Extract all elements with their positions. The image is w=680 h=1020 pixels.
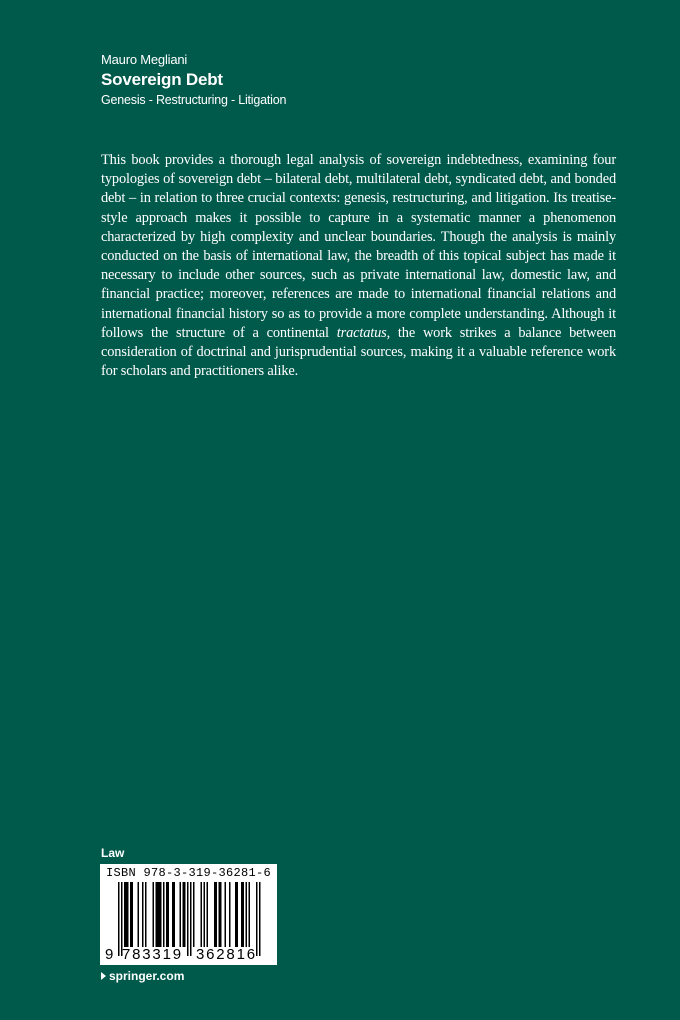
barcode-bar <box>246 882 248 947</box>
barcode-bar <box>241 882 244 947</box>
barcode-bar <box>207 882 209 947</box>
arrow-right-icon <box>101 972 106 980</box>
barcode-bar <box>214 882 217 947</box>
barcode-bar <box>204 882 206 947</box>
cover-header <box>101 52 581 109</box>
publisher-website[interactable] <box>101 968 184 984</box>
barcode-bar <box>229 882 231 947</box>
book-description <box>101 151 616 381</box>
publisher-website-label: springer.com <box>109 969 185 983</box>
barcode-bar <box>201 882 203 947</box>
barcode-bar <box>225 882 227 947</box>
barcode-bar <box>138 882 140 947</box>
barcode-bar <box>156 882 162 947</box>
barcode-bar <box>121 882 123 956</box>
ean-left-group: 783319 <box>122 946 183 963</box>
barcode-bar <box>190 882 192 956</box>
barcode-bar <box>183 882 186 947</box>
barcode-bar <box>180 882 182 947</box>
isbn-text: ISBN 978-3-319-36281-6 <box>106 866 272 880</box>
ean-digits <box>100 946 277 964</box>
barcode-bar <box>145 882 147 947</box>
barcode-bar <box>219 882 222 947</box>
barcode-bar <box>235 882 238 947</box>
barcode-bar <box>193 882 195 947</box>
barcode-bar <box>256 882 258 956</box>
author-name: Mauro Megliani <box>101 52 188 67</box>
description-text-main: This book provides a thorough legal analysis of sovereign indebtedness, examining four typologies of sovereign debt – bilateral debt, multilateral debt, syndicated debt, and bonded debt – in relation to three crucial contexts: genesis, restructuring, and litigation. Its treatise-style approach makes it possible to capture in a systematic manner a phenomenon characterized by high complexity and unclear boundaries. Though the analysis is mainly conducted on the basis of international law, the breadth of this topical subject has made it necessary to include other sources, such as private international law, domestic law, and financial practice; moreover, references are made to international financial relations and international financial history so as to provide a more complete understanding. Although it follows the structure of a continental <box>101 152 616 341</box>
barcode-bar <box>163 882 165 947</box>
ean-right-group: 362816 <box>196 946 257 963</box>
isbn-barcode <box>100 864 277 965</box>
barcode-bar <box>259 882 261 956</box>
description-text-italic: tractatus <box>336 324 387 341</box>
subject-label: Law <box>101 846 125 860</box>
barcode-bar <box>153 882 155 947</box>
barcode-bar <box>124 882 129 947</box>
barcode-bar <box>172 882 175 947</box>
barcode-bar <box>142 882 144 947</box>
barcode-bar <box>130 882 133 947</box>
book-subtitle: Genesis - Restructuring - Litigation <box>101 93 287 107</box>
barcode-bar <box>187 882 189 956</box>
barcode-bar <box>118 882 120 956</box>
ean-first-digit: 9 <box>105 946 114 963</box>
book-title: Sovereign Debt <box>101 70 223 89</box>
description-text-end: , the work strikes a balance between consideration of doctrinal and jurisprudential sources, making it a valuable reference work for scholars and practitioners alike. <box>101 324 616 380</box>
barcode-bar <box>166 882 169 947</box>
barcode-bar <box>249 882 251 947</box>
